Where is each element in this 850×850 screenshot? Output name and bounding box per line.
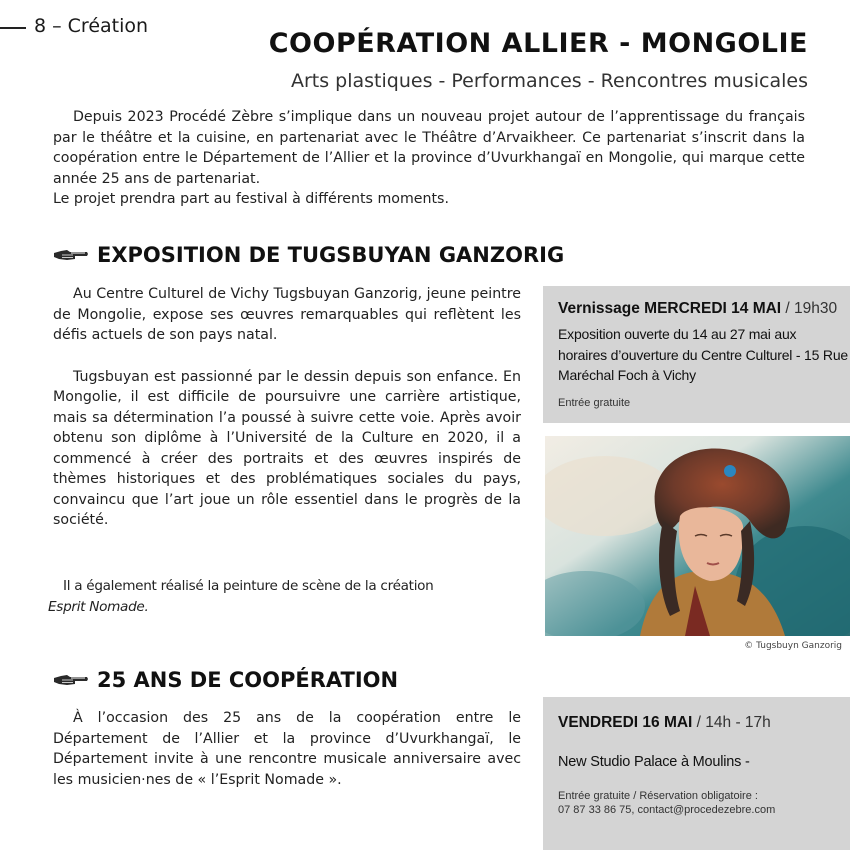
intro-text <box>53 107 805 210</box>
photo-credit: © Tugsbuyn Ganzorig <box>744 641 842 651</box>
expo-paragraph-3 <box>48 576 533 617</box>
coop-body <box>53 708 521 790</box>
expo-body <box>53 284 521 531</box>
expo-heading <box>53 243 564 268</box>
coop-heading <box>53 668 398 693</box>
vernissage-info-box <box>543 286 850 423</box>
expo-paragraph-1: Au Centre Culturel de Vichy Tugsbuyan Ganzorig, jeune peintre de Mongolie, expose ses œuvres remarquables qui reflètent les défis actuels de son pays natal. <box>53 286 521 343</box>
vernissage-label <box>558 300 848 318</box>
vernissage-time: / 19h30 <box>781 300 838 317</box>
concert-time: / 14h - 17h <box>692 714 771 731</box>
pointing-hand-icon <box>53 244 89 268</box>
concert-info-box <box>543 697 850 850</box>
vernissage-date: Vernissage MERCREDI 14 MAI <box>558 300 782 317</box>
concert-place: New Studio Palace à Moulins - <box>558 754 750 770</box>
intro-paragraph-2: Le projet prendra part au festival à différents moments. <box>53 191 449 207</box>
expo-schedule-text: Exposition ouverte du 14 au 27 mai aux horaires d’ouverture du Centre Culturel - 15 Rue Maréchal Foch à Vichy <box>558 326 848 383</box>
intro-paragraph-1: Depuis 2023 Procédé Zèbre s’implique dans un nouveau projet autour de l’apprentissage du français par le théâtre et la cuisine, en partenariat avec le Théâtre d’Arvaikheer. Ce partenariat s’inscrit dans la coopération entre le Département de l’Allier et la province d’Uvurkhangaï en Mongolie, qui marque cette année 25 ans de partenariat. <box>53 109 805 187</box>
concert-date: VENDREDI 16 MAI <box>558 714 693 731</box>
coop-heading-text: 25 ANS DE COOPÉRATION <box>97 668 399 692</box>
expo-paragraph-3-line-1: Il a également réalisé la peinture de scène de la création <box>63 578 434 594</box>
section-number: 8 – Création <box>34 15 149 37</box>
portrait-painting <box>545 436 850 636</box>
coop-paragraph-1: À l’occasion des 25 ans de la coopération entre le Département de l’Allier et la province d’Uvurkhangaï, le Département invite à une rencontre musicale anniversaire avec les musicien·nes de « l’Esprit Nomade ». <box>53 710 521 788</box>
pointing-hand-icon <box>53 669 89 693</box>
concert-reservation-note: Entrée gratuite / Réservation obligatoire : <box>558 789 758 802</box>
page-subtitle: Arts plastiques - Performances - Rencontres musicales <box>290 70 808 92</box>
header-rule <box>0 27 26 29</box>
expo-heading-text: EXPOSITION DE TUGSBUYAN GANZORIG <box>97 243 565 267</box>
expo-paragraph-2: Tugsbuyan est passionné par le dessin depuis son enfance. En Mongolie, il est difficile de poursuivre une carrière artistique, mais sa détermination l’a poussé à suivre cette voie. Après avoir obtenu son diplôme à l’Université de la Culture en 2020, il a commencé à créer des portraits et des œuvres inspirés de thèmes historiques et des problématiques sociales du pays, convaincu que l’art joue un rôle essentiel dans le progrès de la société. <box>53 368 521 528</box>
concert-contact: 07 87 33 86 75, contact@procedezebre.com <box>558 803 776 816</box>
page-title: COOPÉRATION ALLIER - MONGOLIE <box>268 28 808 59</box>
expo-paragraph-3-line-2: Esprit Nomade. <box>48 598 149 615</box>
expo-entry-free: Entrée gratuite <box>558 396 631 409</box>
concert-label <box>558 714 848 732</box>
